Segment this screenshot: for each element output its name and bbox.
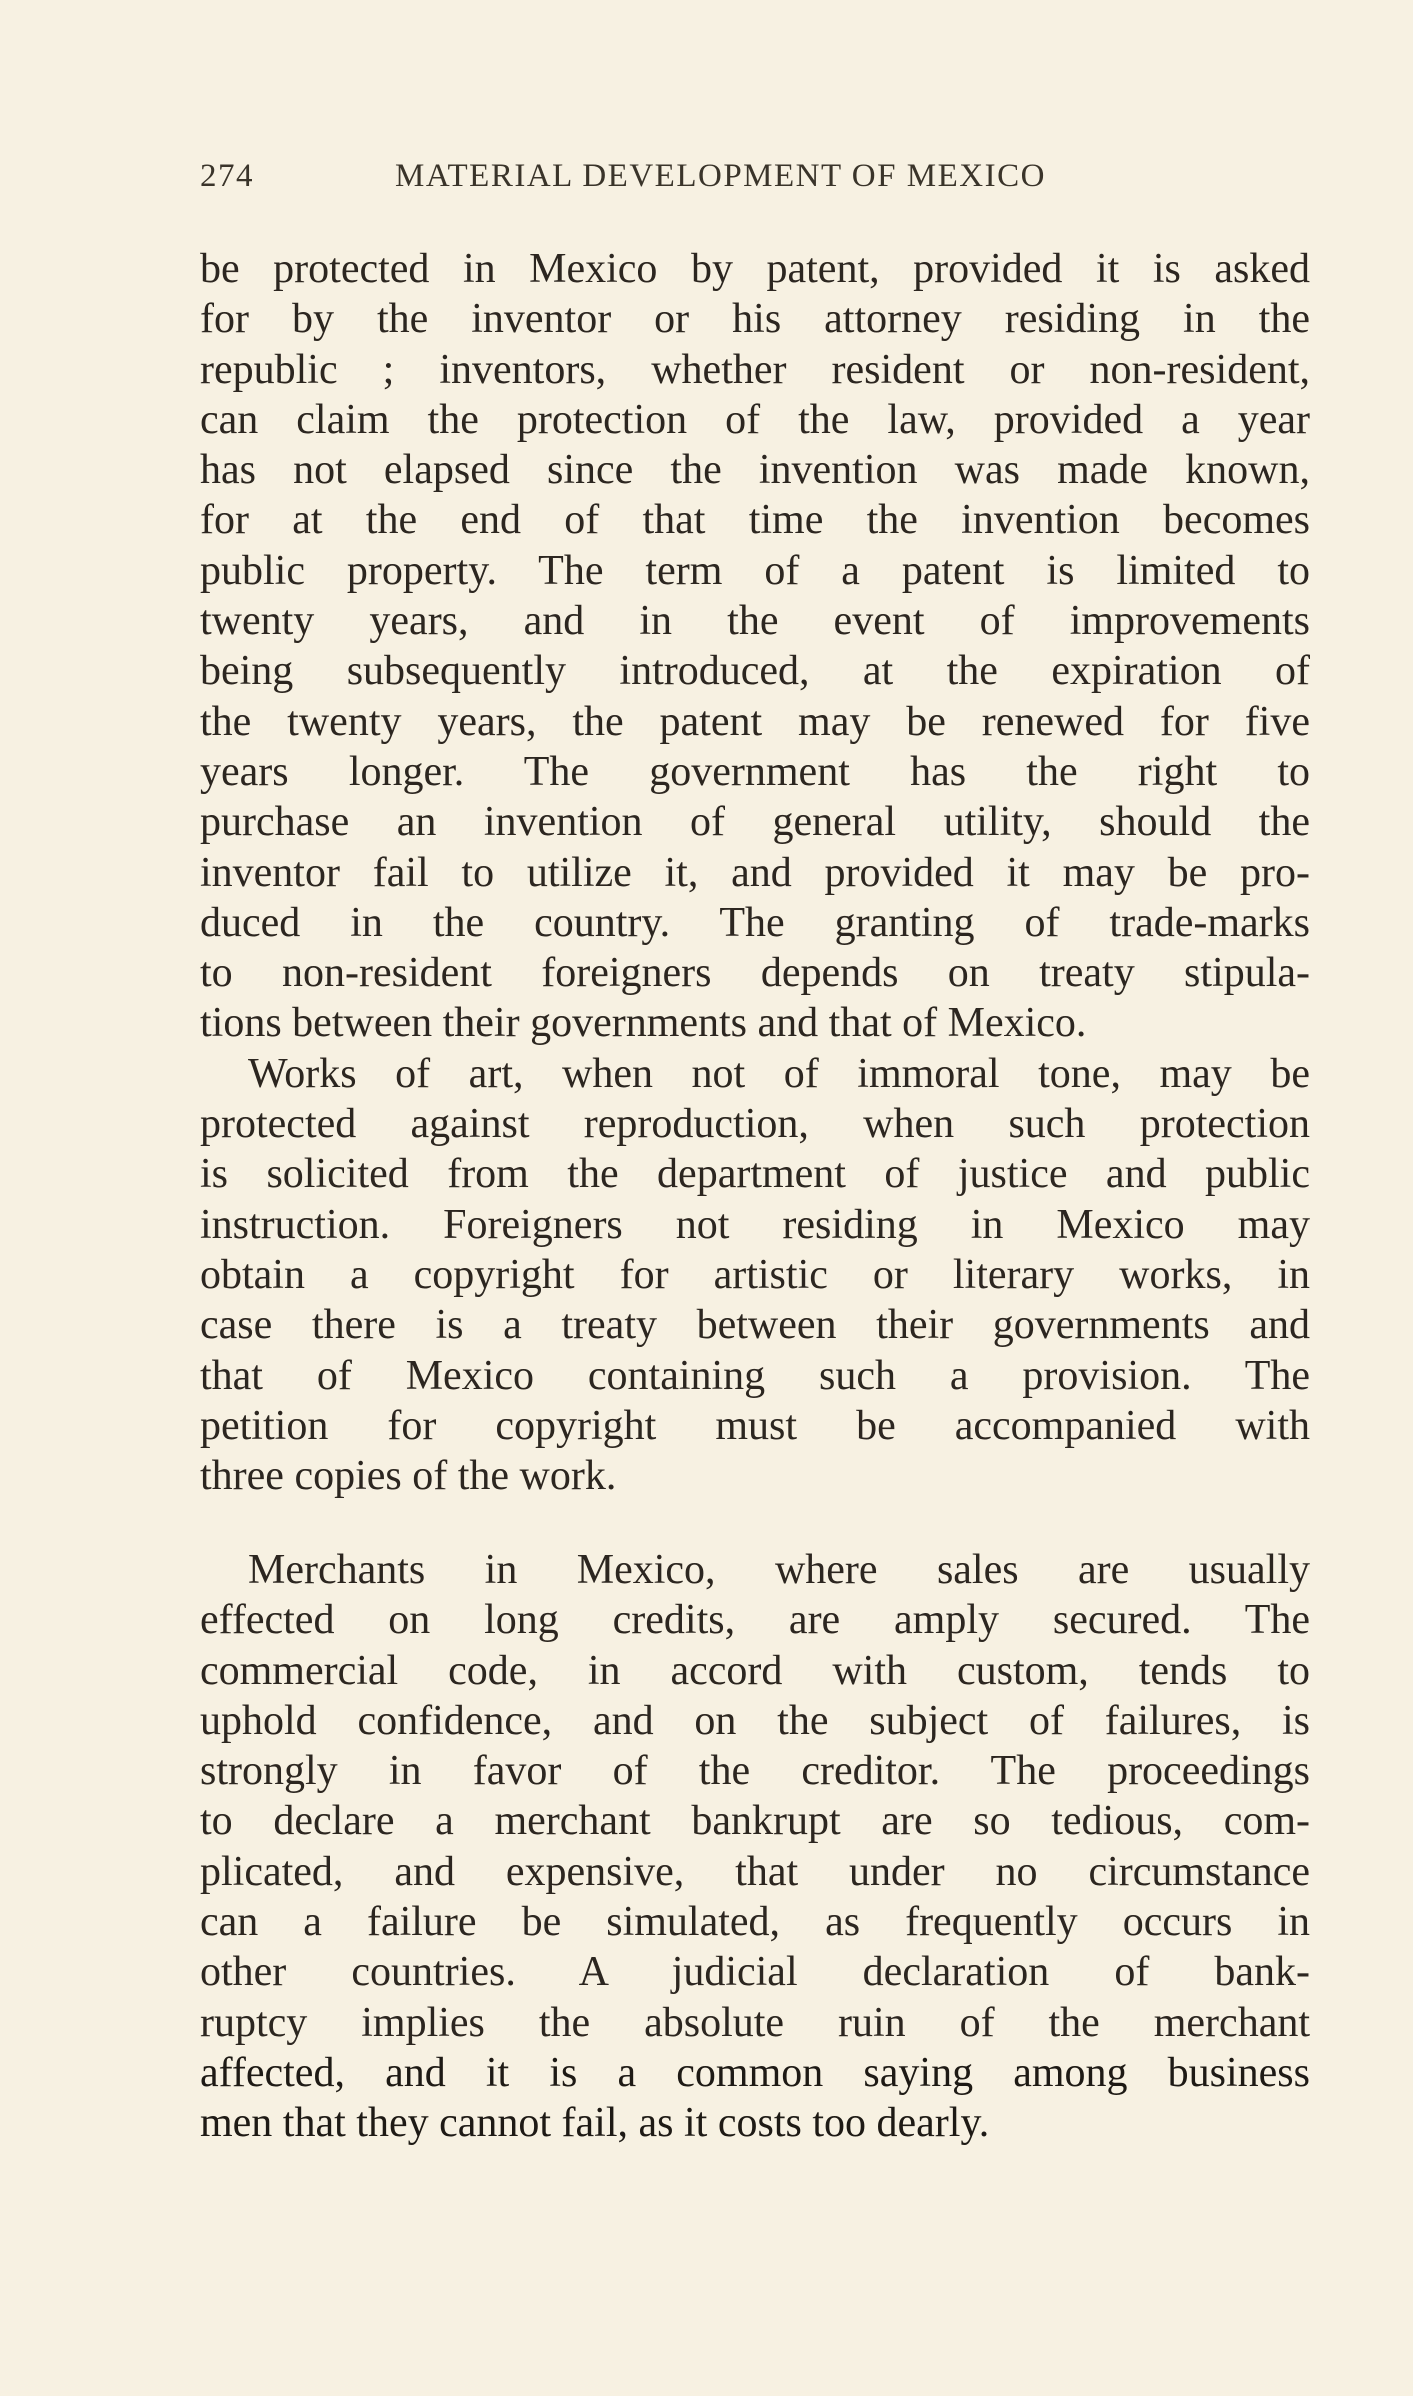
text-line: ruptcy implies the absolute ruin of the merchant	[200, 1999, 1310, 2046]
text-line: uphold confidence, and on the subject of failures, is	[200, 1697, 1310, 1744]
text-line: be protected in Mexico by patent, provided it is asked	[200, 246, 1310, 292]
text-line: affected, and it is a common saying among business	[200, 2049, 1310, 2096]
text-line: case there is a treaty between their governments and	[200, 1302, 1310, 1349]
text-line: can claim the protection of the law, provided a year	[200, 396, 1310, 443]
paragraph-bankruptcy	[200, 1545, 1310, 2149]
text-line: protected against reproduction, when such protection	[200, 1101, 1310, 1148]
paragraph-patents	[200, 244, 1310, 1049]
text-line: to declare a merchant bankrupt are so tedious, com-	[200, 1798, 1310, 1845]
text-line: is solicited from the department of justice and public	[200, 1151, 1310, 1198]
page-number: 274	[200, 158, 254, 194]
text-line: other countries. A judicial declaration of bank-	[200, 1949, 1310, 1996]
text-line: twenty years, and in the event of improvements	[200, 598, 1310, 645]
text-line: duced in the country. The granting of trade-marks	[200, 899, 1310, 946]
text-line: can a failure be simulated, as frequently occurs in	[200, 1899, 1310, 1946]
text-line: public property. The term of a patent is limited to	[200, 547, 1310, 594]
text-line: has not elapsed since the invention was made known,	[200, 447, 1310, 494]
text-line: for by the inventor or his attorney residing in the	[200, 296, 1310, 343]
text-line: to non-resident foreigners depends on treaty stipula-	[200, 950, 1310, 997]
text-line: petition for copyright must be accompanied with	[200, 1402, 1310, 1449]
body-text-lower	[200, 1545, 1310, 2149]
text-line: purchase an invention of general utility, should the	[200, 799, 1310, 846]
text-line: for at the end of that time the invention becomes	[200, 497, 1310, 544]
text-line: commercial code, in accord with custom, tends to	[200, 1647, 1310, 1694]
text-line: being subsequently introduced, at the expiration of	[200, 648, 1310, 695]
text-line: Works of art, when not of immoral tone, may be	[248, 1050, 1310, 1097]
text-line: republic ; inventors, whether resident or non-resident,	[200, 346, 1310, 393]
text-line: plicated, and expensive, that under no circumstance	[200, 1848, 1310, 1895]
text-line: effected on long credits, are amply secured. The	[200, 1597, 1310, 1644]
text-line: men that they cannot fail, as it costs too dearly.	[200, 2100, 990, 2147]
running-head	[200, 158, 1310, 208]
text-line: inventor fail to utilize it, and provided it may be pro-	[200, 849, 1310, 896]
text-line: Merchants in Mexico, where sales are usually	[248, 1547, 1310, 1593]
text-line: instruction. Foreigners not residing in Mexico may	[200, 1201, 1310, 1248]
body-text-upper	[200, 244, 1310, 1501]
running-title: MATERIAL DEVELOPMENT OF MEXICO	[395, 158, 1046, 194]
text-line: obtain a copyright for artistic or literary works, in	[200, 1251, 1310, 1298]
text-line: that of Mexico containing such a provision. The	[200, 1352, 1310, 1399]
text-line: the twenty years, the patent may be renewed for five	[200, 698, 1310, 745]
text-line: strongly in favor of the creditor. The proceedings	[200, 1748, 1310, 1795]
paragraph-copyright	[200, 1049, 1310, 1502]
text-line: tions between their governments and that of Mexico.	[200, 1000, 1087, 1047]
text-line: years longer. The government has the right to	[200, 748, 1310, 795]
text-line: three copies of the work.	[200, 1453, 617, 1500]
